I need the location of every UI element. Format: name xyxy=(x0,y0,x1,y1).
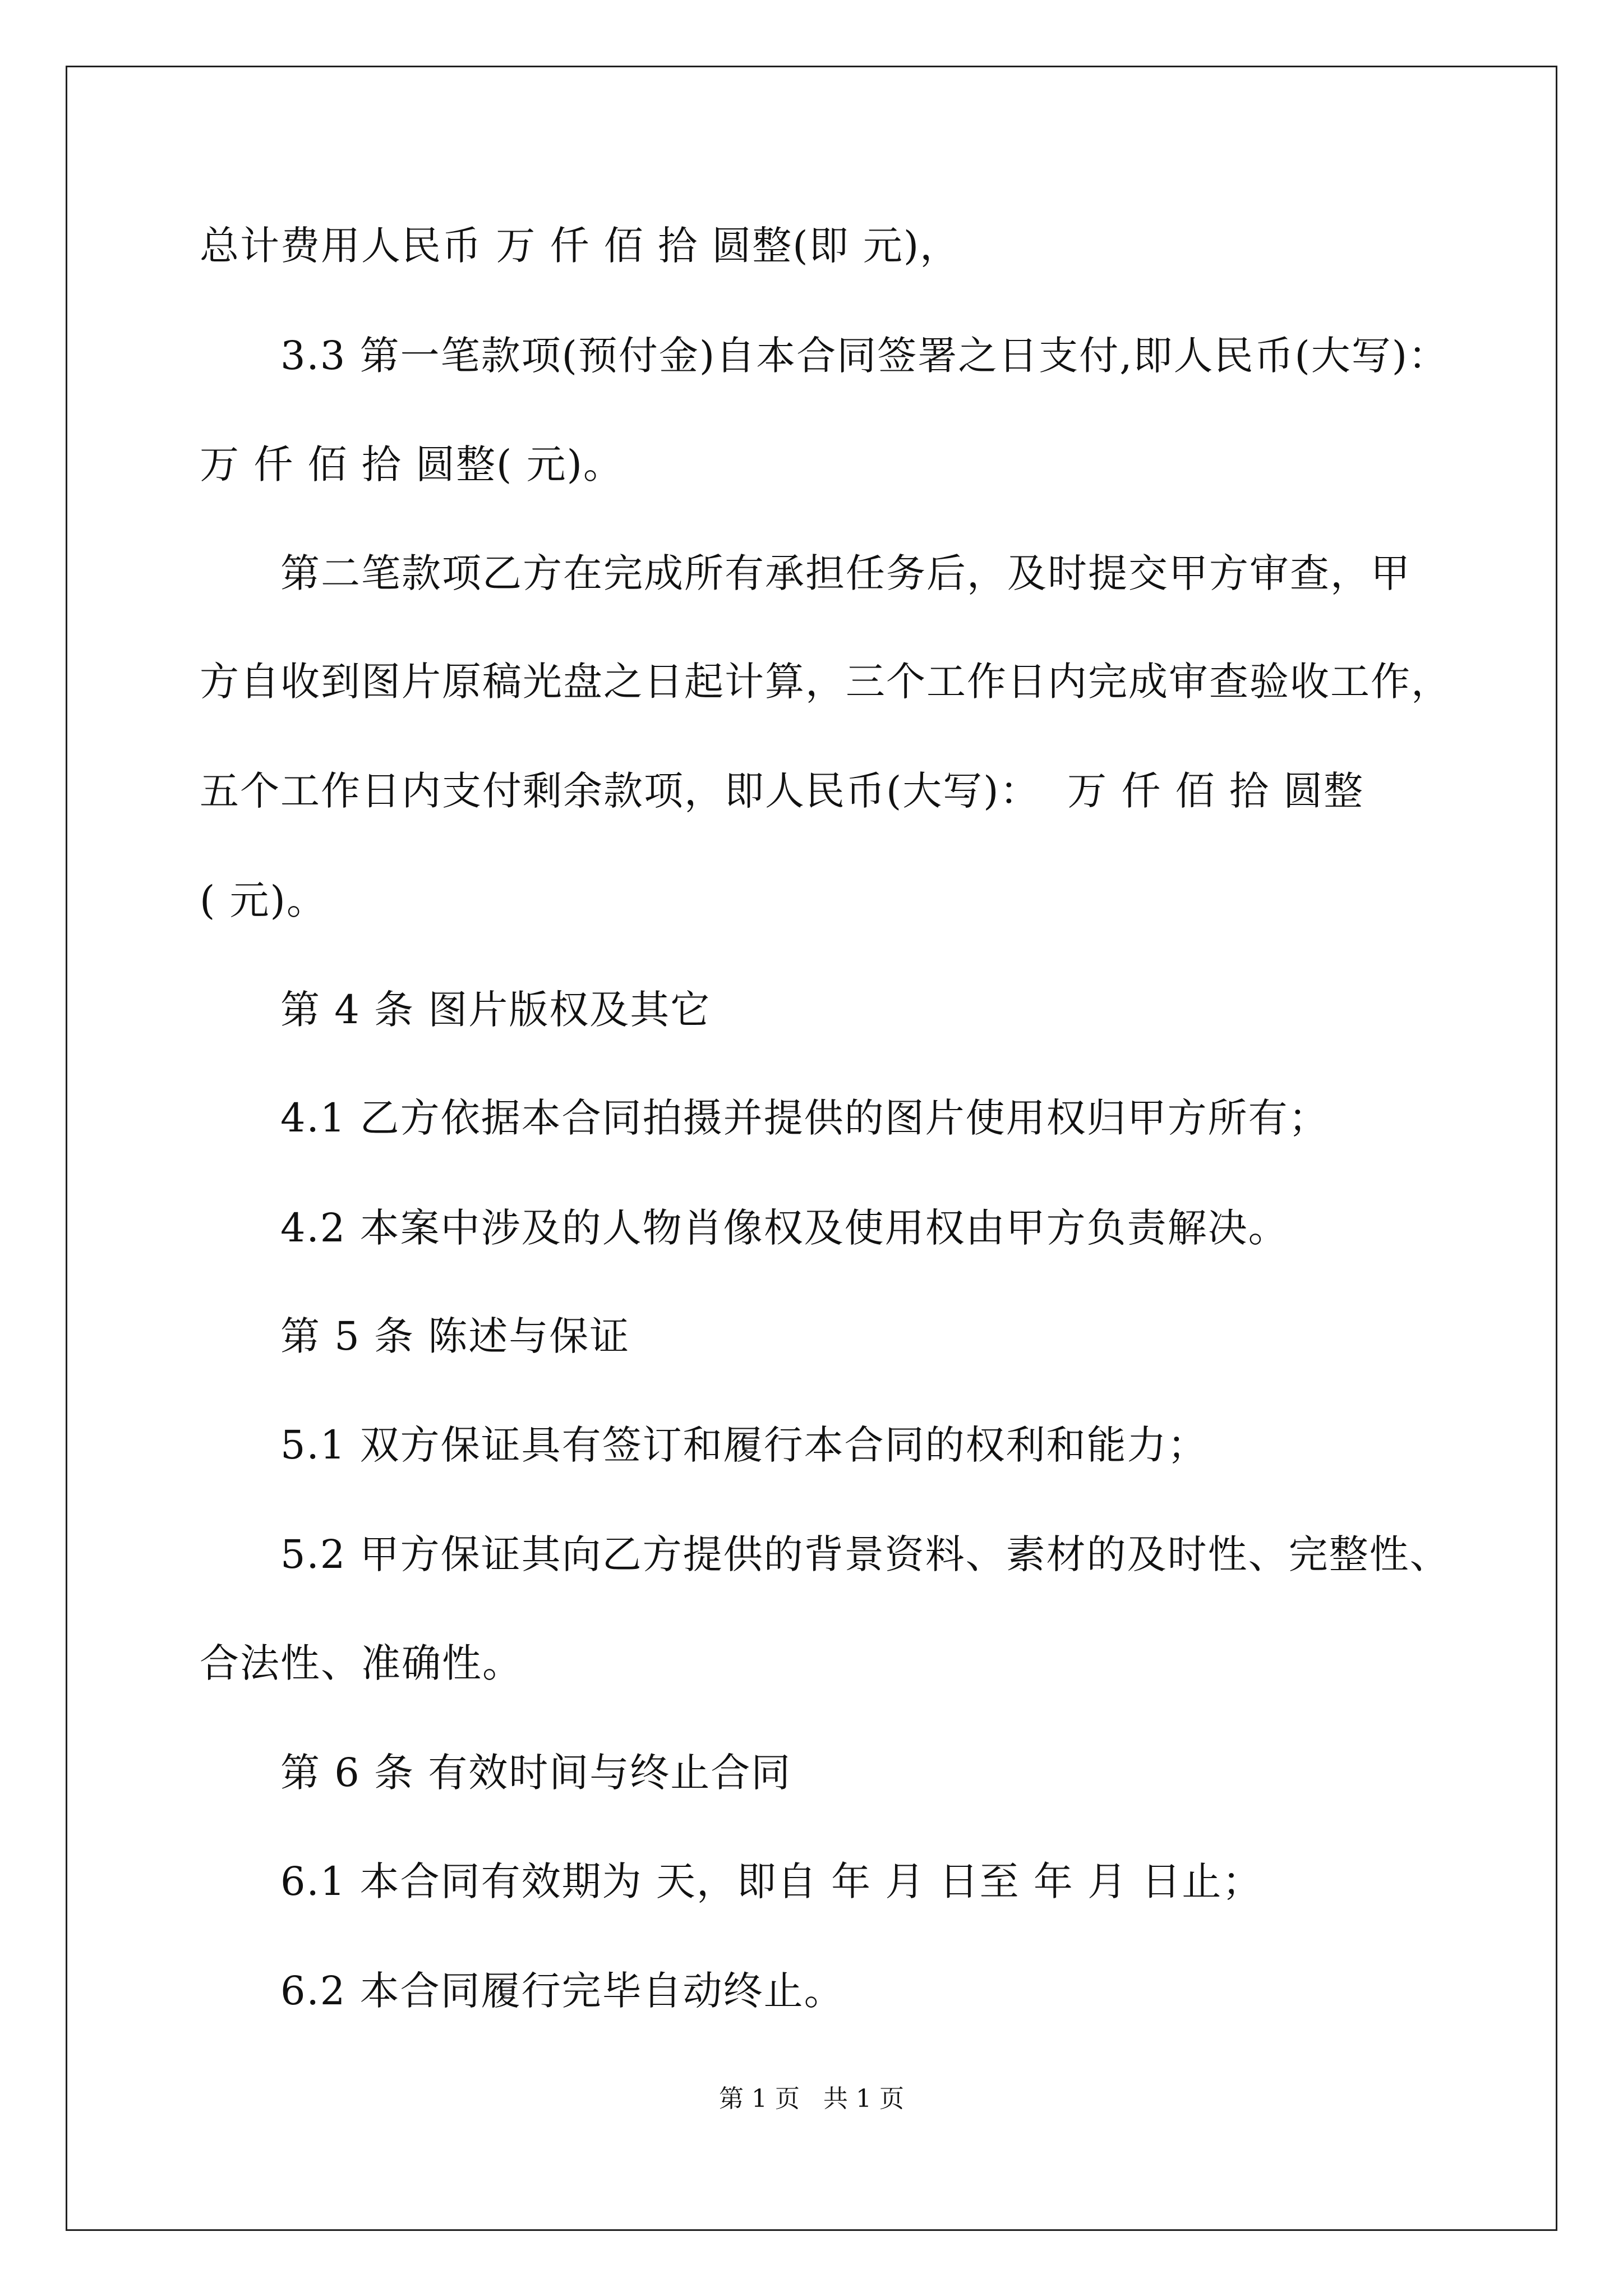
body-line-7: ( 元)。 xyxy=(200,877,327,923)
section-6-heading: 第 6 条 有效时间与终止合同 xyxy=(280,1750,792,1796)
clause-4-1: 4.1 乙方依据本合同拍摄并提供的图片使用权归甲方所有； xyxy=(280,1095,1329,1141)
body-line-5: 方自收到图片原稿光盘之日起计算，三个工作日内完成审查验收工作， xyxy=(200,659,1451,705)
clause-5-2: 5.2 甲方保证其向乙方提供的背景资料、素材的及时性、完整性、 xyxy=(280,1531,1450,1577)
clause-6-2: 6.2 本合同履行完毕自动终止。 xyxy=(280,1968,845,2014)
body-line-4: 第二笔款项乙方在完成所有承担任务后，及时提交甲方审查，甲 xyxy=(280,550,1411,596)
section-5-heading: 第 5 条 陈述与保证 xyxy=(280,1313,630,1359)
clause-5-1: 5.1 双方保证具有签订和履行本合同的权利和能力； xyxy=(280,1422,1208,1468)
body-line-3: 万 仟 佰 拾 圆整( 元)。 xyxy=(200,441,624,487)
section-4-heading: 第 4 条 图片版权及其它 xyxy=(280,987,711,1033)
body-line-14: 合法性、准确性。 xyxy=(200,1640,523,1686)
body-line-1: 总计费用人民币 万 仟 佰 拾 圆整(即 元)， xyxy=(200,223,961,269)
clause-6-1: 6.1 本合同有效期为 天，即自 年 月 日至 年 月 日止； xyxy=(280,1858,1263,1904)
body-line-6: 五个工作日内支付剩余款项，即人民币(大写)： 万 仟 佰 拾 圆整 xyxy=(200,768,1364,814)
clause-3-3: 3.3 第一笔款项(预付金)自本合同签署之日支付,即人民币(大写)： xyxy=(280,333,1449,379)
page-number-footer: 第 1 页 共 1 页 xyxy=(719,2085,904,2113)
clause-4-2: 4.2 本案中涉及的人物肖像权及使用权由甲方负责解决。 xyxy=(280,1205,1289,1251)
